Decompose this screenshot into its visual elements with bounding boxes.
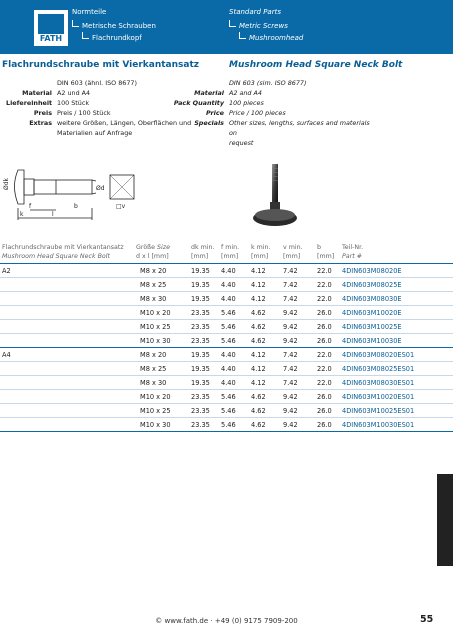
product-title-de: Flachrundschraube mit Vierkantansatz <box>2 60 199 70</box>
side-tab <box>437 474 453 566</box>
arrow-icon <box>72 20 79 27</box>
k-label: k <box>20 211 24 218</box>
dk-label: Ødk <box>3 177 10 190</box>
table-row: A2 M8 x 20 19.35 4.40 4.12 7.42 22.0 4DIN603M08020E <box>0 264 453 278</box>
fath-logo <box>34 10 68 46</box>
table-row: M10 x 25 23.35 5.46 4.62 9.42 26.0 4DIN603M10025ES01 <box>0 404 453 418</box>
page-number: 55 <box>420 614 434 625</box>
breadcrumb-de-2: Metrische Schrauben <box>82 22 156 30</box>
table-row: M10 x 20 23.35 5.46 4.62 9.42 26.0 4DIN603M10020E <box>0 306 453 320</box>
breadcrumb-de-3-wrap <box>82 32 142 42</box>
table-row: M8 x 30 19.35 4.40 4.12 7.42 22.0 4DIN603M08030E <box>0 292 453 306</box>
table-row: M10 x 25 23.35 5.46 4.62 9.42 26.0 4DIN603M10025E <box>0 320 453 334</box>
footer-contact: © www.fath.de · +49 (0) 9175 7909-200 <box>155 617 298 625</box>
f-label: f <box>29 203 32 210</box>
breadcrumb-en-1: Standard Parts <box>229 8 281 16</box>
d-label: Ød <box>96 185 105 192</box>
arrow-icon <box>82 32 89 39</box>
page-header <box>0 0 453 54</box>
breadcrumb-de-2-wrap <box>72 20 156 30</box>
table-row: A4 M8 x 20 19.35 4.40 4.12 7.42 22.0 4DIN603M08020ES01 <box>0 348 453 362</box>
col-b: b [mm] <box>317 244 335 260</box>
technical-drawing <box>2 166 136 226</box>
col-dk: dk min. [mm] <box>191 244 215 260</box>
breadcrumb-de-1: Normteile <box>72 8 107 16</box>
spec-table-en: DIN 603 (sim. ISO 8677) Material A2 and A4 Pack Quantity 100 pieces Price Price / 100 pieces Specials Other sizes, lengths, surfaces and materials on request <box>173 79 370 147</box>
col-size: Größe Size d x l [mm] <box>136 244 170 260</box>
product-table <box>0 264 453 432</box>
arrow-icon <box>229 20 236 27</box>
product-title-en: Mushroom Head Square Neck Bolt <box>229 60 403 70</box>
logo-text: FATH <box>39 34 63 43</box>
spec-table-de: DIN 603 (ähnl. ISO 8677) Material A2 und A4 Liefereinheit 100 Stück Preis Preis / 100 Stück Extras weitere Größen, Längen, Oberflächen und Materialien auf Anfrage <box>6 79 192 137</box>
col-k: k min. [mm] <box>251 244 271 260</box>
arrow-icon <box>239 32 246 39</box>
col-v: v min. [mm] <box>283 244 303 260</box>
breadcrumb-en-3: Mushroomhead <box>249 34 304 42</box>
table-row: M10 x 30 23.35 5.46 4.62 9.42 26.0 4DIN603M10030E <box>0 334 453 348</box>
v-label: □v <box>116 203 126 210</box>
table-row: M10 x 20 23.35 5.46 4.62 9.42 26.0 4DIN603M10020ES01 <box>0 390 453 404</box>
b-label: b <box>74 203 78 210</box>
col-desc: Flachrundschraube mit Vierkantansatz Mushroom Head Square Neck Bolt <box>2 244 124 260</box>
l-label: l <box>52 211 54 218</box>
breadcrumb-en-2-wrap <box>229 20 288 30</box>
table-row: M10 x 30 23.35 5.46 4.62 9.42 26.0 4DIN603M10030ES01 <box>0 418 453 432</box>
col-part: Teil-Nr. Part # <box>342 244 364 260</box>
breadcrumb-en-3-wrap <box>239 32 303 42</box>
breadcrumb-en-2: Metric Screws <box>239 22 288 30</box>
breadcrumb-de-3: Flachrundkopf <box>92 34 142 42</box>
table-row: M8 x 30 19.35 4.40 4.12 7.42 22.0 4DIN603M08030ES01 <box>0 376 453 390</box>
table-row: M8 x 25 19.35 4.40 4.12 7.42 22.0 4DIN603M08025ES01 <box>0 362 453 376</box>
col-f: f min. [mm] <box>221 244 240 260</box>
table-row: M8 x 25 19.35 4.40 4.12 7.42 22.0 4DIN603M08025E <box>0 278 453 292</box>
bolt-photo <box>212 160 332 232</box>
